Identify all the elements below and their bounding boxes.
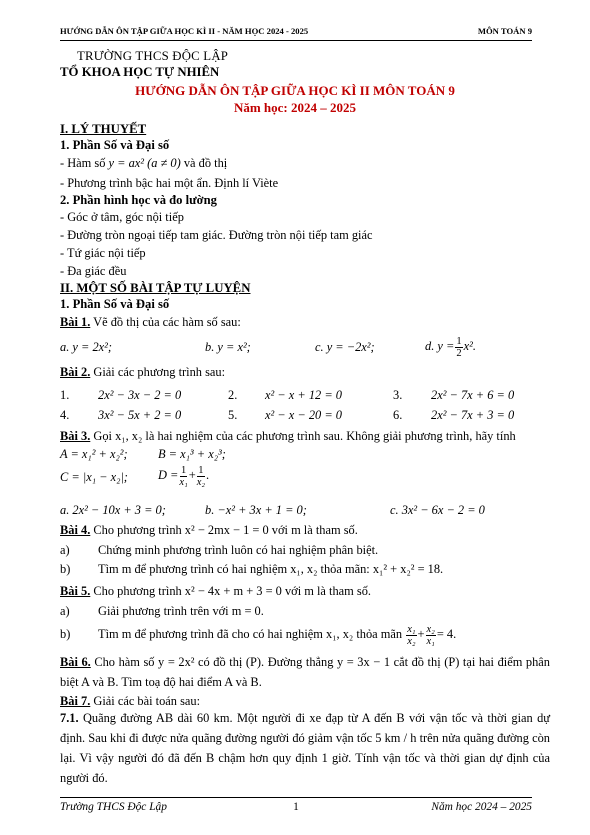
header-right: MÔN TOÁN 9 [477, 26, 532, 36]
theory-geometry-item: - Tứ giác nội tiếp [60, 246, 146, 260]
exercise-7-1 [60, 708, 550, 788]
b2-equation: 2x² − 7x + 6 = 0 [431, 388, 515, 402]
theory-geometry-item: - Góc ở tâm, góc nội tiếp [60, 210, 184, 224]
item-suffix: và đồ thị [183, 156, 228, 170]
practice-heading: II. MỘT SỐ BÀI TẬP TỰ LUYỆN [60, 281, 251, 295]
b4-part-b: Tìm m để phương trình có hai nghiệm x₁, x₂ thỏa mãn: x₁² + x₂² = 18. [98, 562, 444, 576]
formula: y = ax² (a ≠ 0) [108, 156, 181, 170]
b1-option-a: a. y = 2x²; [60, 340, 112, 354]
department-name: TỔ KHOA HỌC TỰ NHIÊN [60, 65, 220, 79]
b2-item: 4. [60, 408, 70, 422]
b3-expr-d: D = $\frac{1}{\text{x₁}}$ + $\frac{1}{\text{x₂}}$ . [158, 464, 210, 488]
exercise-text: Cho phương trình x² − 4x + m + 3 = 0 với m là tham số. [93, 584, 372, 598]
exercise-label: Bài 5. [60, 584, 91, 598]
b3-expr-c: C = |x₁ − x₂|; [60, 470, 128, 484]
footer-left: Trường THCS Độc Lập [60, 801, 167, 813]
exercise-2 [60, 364, 225, 380]
theory-heading: I. LÝ THUYẾT [60, 122, 147, 136]
b5-part-a-label: a) [60, 604, 70, 618]
page-footer [60, 797, 532, 817]
b4-part-a: Chứng minh phương trình luôn có hai nghiệm phân biệt. [98, 543, 379, 557]
b1-option-b: b. y = x²; [205, 340, 251, 354]
school-name: TRƯỜNG THCS ĐỘC LẬP [77, 49, 229, 63]
b2-item: 1. [60, 388, 70, 402]
b2-equation: x² − x − 20 = 0 [265, 408, 342, 422]
page-number: 1 [293, 801, 299, 813]
b2-item: 5. [228, 408, 238, 422]
footer-right: Năm học 2024 – 2025 [431, 801, 532, 813]
fraction: $\frac{1}{2}$ [456, 335, 462, 359]
b4-part-b-label: b) [60, 562, 71, 576]
b3-expr-b: B = x₁³ + x₂³; [158, 447, 226, 461]
theory-geometry-heading: 2. Phần hình học và đo lường [60, 193, 217, 207]
exercise-7 [60, 693, 200, 709]
b3-option-c: c. 3x² − 6x − 2 = 0 [390, 503, 485, 517]
page-header [60, 26, 532, 41]
b2-equation: x² − x + 12 = 0 [265, 388, 342, 402]
exercise-text: Giải các bài toán sau: [93, 694, 201, 708]
theory-algebra-item-2: - Phương trình bậc hai một ẩn. Định lí Viète [60, 176, 279, 190]
theory-algebra-item-1 [60, 155, 227, 171]
exercise-text: Cho hàm số y = 2x² có đồ thị (P). Đường thẳng y = 3x − 1 cắt đồ thị (P) tại hai điểm phân biệt A và B. Tìm toạ độ hai điểm A và B. [60, 655, 550, 689]
b2-equation: 3x² − 5x + 2 = 0 [98, 408, 182, 422]
exercise-label: Bài 7. [60, 694, 91, 708]
b2-item: 6. [393, 408, 403, 422]
theory-geometry-item: - Đa giác đều [60, 264, 127, 278]
fraction: $\frac{1}{\text{x₂}}$ [196, 464, 206, 488]
exercise-text: Giải các phương trình sau: [93, 365, 226, 379]
exercise-label: Bài 1. [60, 315, 91, 329]
b5-part-b: Tìm m để phương trình đã cho có hai nghiệm x₁, x₂ thỏa mãn $\frac{\text{x₁}}{\text{x₂}}$ + $\frac{\text{x₂}}{\text{x₁}}$ = 4. [98, 623, 457, 647]
school-year: Năm học: 2024 – 2025 [233, 100, 357, 115]
theory-algebra-heading: 1. Phần Số và Đại số [60, 138, 170, 152]
practice-sub-heading: 1. Phần Số và Đại số [60, 297, 170, 311]
b1-option-c: c. y = −2x²; [315, 340, 375, 354]
theory-geometry-item: - Đường tròn ngoại tiếp tam giác. Đường tròn nội tiếp tam giác [60, 228, 373, 242]
b2-equation: 2x² − 7x + 3 = 0 [431, 408, 515, 422]
fraction: $\frac{\text{x₁}}{\text{x₂}}$ [407, 623, 416, 647]
b2-item: 2. [228, 388, 238, 402]
exercise-label: Bài 2. [60, 365, 91, 379]
exercise-6 [60, 652, 550, 692]
fraction: $\frac{\text{x₂}}{\text{x₁}}$ [426, 623, 435, 647]
document-title: HƯỚNG DẪN ÔN TẬP GIỮA HỌC KÌ II MÔN TOÁN 9 [135, 83, 455, 98]
exercise-text: Gọi x₁, x₂ là hai nghiệm của các phương trình sau. Không giải phương trình, hãy tính [93, 429, 516, 443]
b1-option-d: d. y = $\frac{1}{2}$ x². [425, 335, 476, 359]
b3-option-b: b. −x² + 3x + 1 = 0; [205, 503, 307, 517]
b5-part-b-label: b) [60, 627, 71, 641]
exercise-text: Vẽ đồ thị của các hàm số sau: [93, 315, 241, 329]
b3-expr-a: A = x₁² + x₂²; [60, 447, 128, 461]
sub-exercise-label: 7.1. [60, 711, 79, 725]
exercise-5 [60, 583, 371, 599]
exercise-text: Cho phương trình x² − 2mx − 1 = 0 với m là tham số. [93, 523, 358, 537]
b4-part-a-label: a) [60, 543, 70, 557]
exercise-1 [60, 314, 241, 330]
exercise-4 [60, 522, 358, 538]
b2-equation: 2x² − 3x − 2 = 0 [98, 388, 182, 402]
exercise-3 [60, 428, 516, 444]
b3-option-a: a. 2x² − 10x + 3 = 0; [60, 503, 166, 517]
header-left: HƯỚNG DẪN ÔN TẬP GIỮA HỌC KÌ II - NĂM HỌC 2024 - 2025 [60, 26, 309, 36]
exercise-label: Bài 6. [60, 655, 91, 669]
b2-item: 3. [393, 388, 403, 402]
item-prefix: - Hàm số [60, 156, 106, 170]
sub-exercise-text: Quãng đường AB dài 60 km. Một người đi xe đạp từ A đến B với vận tốc và thời gian dự định. Sau khi đi được nửa quãng đường người đó giảm vận tốc 5 km / h trên nửa quãng đường còn lại. Vì vậy người đó đã đến B chậm hơn quy định 1 giờ. Tính vận tốc và thời gian dự định của người đó. [60, 711, 550, 785]
fraction: $\frac{1}{\text{x₁}}$ [179, 464, 188, 488]
b5-part-a: Giải phương trình trên với m = 0. [98, 604, 264, 618]
exercise-label: Bài 3. [60, 429, 91, 443]
exercise-label: Bài 4. [60, 523, 91, 537]
